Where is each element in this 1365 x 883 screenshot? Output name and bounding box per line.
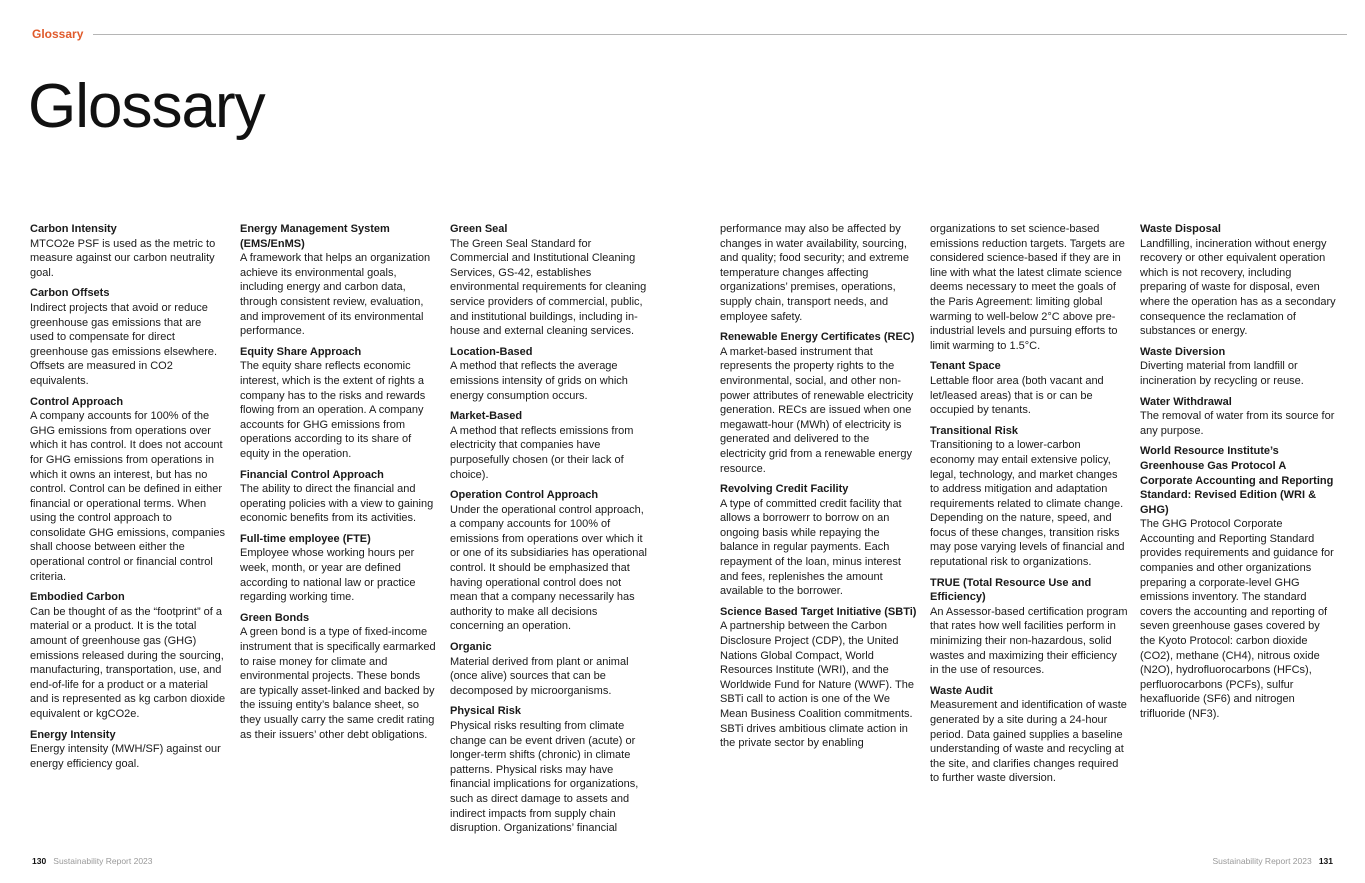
glossary-term: Green Bonds xyxy=(240,611,310,624)
section-label: Glossary xyxy=(32,27,84,41)
glossary-entry xyxy=(450,640,648,698)
glossary-definition: A type of committed credit facility that allows a borrowerr to borrow on an ongoing basis while repaying the balance in regular payments. Each repayment of the loan, minus interest and fees, replenishes the amount available to the borrower. xyxy=(720,497,902,598)
glossary-entry xyxy=(240,532,438,605)
glossary-term: Science Based Target Initiative (SBTi) xyxy=(720,605,917,618)
glossary-term: Energy Management System (EMS/EnMS) xyxy=(240,223,390,250)
glossary-term: Revolving Credit Facility xyxy=(720,483,849,496)
glossary-definition: MTCO2e PSF is used as the metric to measure against our carbon neutrality goal. xyxy=(30,237,216,279)
glossary-definition: An Assessor-based certification program that rates how well facilities perform in minimizing their non-hazardous, solid wastes and maximizing their efficiency in the use of resources. xyxy=(930,605,1128,677)
glossary-entry xyxy=(240,345,438,462)
glossary-definition: A market-based instrument that represents the property rights to the environmental, social, and other non-power attributes of renewable electricity generation. RECs are issued when one megawatt-hour (MWh) of electricity is generated and delivered to the electricity grid from a renewable energy resource. xyxy=(720,345,914,475)
glossary-definition: Diverting material from landfill or incineration by recycling or reuse. xyxy=(1140,360,1304,387)
glossary-term: Tenant Space xyxy=(930,360,1001,373)
glossary-entry xyxy=(720,330,918,476)
glossary-definition: Physical risks resulting from climate change can be event driven (acute) or longer-term shifts (chronic) in climate patterns. Physical risks may have financial implications for organizations, such as direct damage to assets and indirect impacts from supply chain disruption. Organizations’ financial xyxy=(450,720,639,835)
glossary-term: TRUE (Total Resource Use and Efficiency) xyxy=(930,576,1092,604)
report-title-right: Sustainability Report 2023 xyxy=(1212,856,1312,866)
glossary-term: Market-Based xyxy=(450,410,523,423)
glossary-term: Location-Based xyxy=(450,345,533,358)
footer-left xyxy=(32,856,153,866)
glossary-term: World Resource Institute’s Greenhouse Gas Protocol A Corporate Accounting and Reporting Standard: Revised Edition (WRI & GHG) xyxy=(1140,445,1334,516)
glossary-definition: A partnership between the Carbon Disclosure Project (CDP), the United Nations Global Compact, World Resources Institute (WRI), and the Worldwide Fund for Nature (WWF). The SBTi call to action is one of the We Mean Business Coalition commitments. SBTi drives ambitious climate action in the private sector by enabling xyxy=(720,620,914,750)
glossary-entry xyxy=(240,611,438,742)
glossary-entry xyxy=(30,590,228,721)
glossary-entry xyxy=(30,286,228,388)
glossary-term: Energy Intensity xyxy=(30,728,116,741)
glossary-definition: The removal of water from its source for any purpose. xyxy=(1140,410,1335,437)
glossary-term: Waste Audit xyxy=(930,684,993,697)
glossary-definition: A green bond is a type of fixed-income instrument that is specifically earmarked to raise money for climate and environmental projects. These bonds are typically asset-linked and backed by the issuing entity’s balance sheet, so they usually carry the same credit rating as their issuers’ other debt obligations. xyxy=(240,626,436,741)
glossary-term: Operation Control Approach xyxy=(450,489,599,502)
glossary-entry xyxy=(1140,395,1338,439)
glossary-term: Renewable Energy Certificates (REC) xyxy=(720,331,915,344)
report-title-left: Sustainability Report 2023 xyxy=(53,856,153,866)
glossary-definition: Indirect projects that avoid or reduce greenhouse gas emissions that are used to compensate for direct greenhouse gas emissions elsewhere. Offsets are measured in CO2 equivalents. xyxy=(30,301,218,387)
glossary-entry xyxy=(450,488,648,634)
glossary-term: Carbon Offsets xyxy=(30,287,110,300)
glossary-entry xyxy=(930,359,1128,417)
glossary-entry xyxy=(30,395,228,585)
glossary-entry xyxy=(1140,345,1338,389)
glossary-definition: A framework that helps an organization achieve its environmental goals, including energy and carbon data, through consistent review, evaluation, and improvement of its environmental performance. xyxy=(240,252,431,338)
glossary-entry xyxy=(450,409,648,482)
glossary-term: Organic xyxy=(450,641,492,654)
glossary-entry xyxy=(30,222,228,280)
glossary-definition: Material derived from plant or animal (once alive) sources that can be decomposed by microorganisms. xyxy=(450,655,629,697)
glossary-entry xyxy=(1140,222,1338,339)
glossary-definition: Measurement and identification of waste generated by a site during a 24-hour period. Data gained supplies a baseline understanding of waste and recycling at the site, and clarifies changes required to further waste diversion. xyxy=(930,699,1127,785)
glossary-definition: A method that reflects the average emissions intensity of grids on which energy consumption occurs. xyxy=(450,360,628,402)
glossary-column-6 xyxy=(1140,222,1338,728)
glossary-column-1 xyxy=(30,222,228,777)
glossary-entry xyxy=(1140,444,1338,721)
glossary-definition: Energy intensity (MWH/SF) against our energy efficiency goal. xyxy=(30,743,221,770)
glossary-definition: A company accounts for 100% of the GHG emissions from operations over which it has control. It does not account for GHG emissions from operations in which it owns an interest, but has no control. Control can be defined in either financial or operational terms. When using the control approach to consolidate GHG emissions, companies shall choose between either the operational control or financial control criteria. xyxy=(30,410,226,583)
page-number-right: 131 xyxy=(1318,856,1333,866)
glossary-entry xyxy=(30,728,228,772)
glossary-term: Embodied Carbon xyxy=(30,591,125,604)
page-number-left: 130 xyxy=(32,856,47,866)
glossary-entry xyxy=(450,222,648,339)
glossary-term: Full-time employee (FTE) xyxy=(240,532,371,545)
glossary-entry xyxy=(240,222,438,339)
glossary-definition: Lettable floor area (both vacant and let/leased areas) that is or can be occupied by tenants. xyxy=(930,374,1104,417)
glossary-entry xyxy=(930,684,1128,786)
section-header xyxy=(32,26,1347,42)
glossary-term: Waste Disposal xyxy=(1140,223,1221,235)
glossary-definition: Employee whose working hours per week, month, or year are defined according to national law or practice regarding working time. xyxy=(240,547,416,604)
glossary-term: Waste Diversion xyxy=(1140,345,1226,358)
header-rule xyxy=(93,34,1347,35)
glossary-term: Equity Share Approach xyxy=(240,345,362,358)
glossary-entry xyxy=(930,424,1128,570)
glossary-entry xyxy=(450,345,648,403)
glossary-entry xyxy=(720,222,918,324)
glossary-entry xyxy=(930,222,1128,353)
glossary-term: Financial Control Approach xyxy=(240,468,384,481)
glossary-definition: The Green Seal Standard for Commercial and Institutional Cleaning Services, GS-42, establishes environmental requirements for cleaning service providers of commercial, public, and institutional buildings, including in-house and external cleaning services. xyxy=(450,237,647,338)
glossary-definition: Under the operational control approach, a company accounts for 100% of emissions from operations over which it or one of its subsidiaries has operational control. It should be emphasized that having operational control does not mean that a company necessarily has authority to make all decisions concerning an operation. xyxy=(450,503,647,633)
glossary-entry xyxy=(240,468,438,526)
glossary-term: Carbon Intensity xyxy=(30,223,117,235)
glossary-entry xyxy=(720,605,918,751)
glossary-column-5 xyxy=(930,222,1128,792)
glossary-entry xyxy=(720,482,918,599)
glossary-term: Physical Risk xyxy=(450,705,521,718)
glossary-definition: The equity share reflects economic interest, which is the extent of rights a company has to the risks and rewards flowing from an operation. A company accounts for GHG emissions from operations according to its share of equity in the operation. xyxy=(240,360,426,460)
glossary-definition: Transitioning to a lower-carbon economy may entail extensive policy, legal, technology, and market changes to address mitigation and adaptation requirements related to climate change. Depending on the nature, speed, and focus of these changes, transition risks may pose varying levels of financial and reputational risk to organizations. xyxy=(930,439,1125,569)
glossary-column-4 xyxy=(720,222,918,757)
glossary-entry xyxy=(450,704,648,835)
glossary-entry xyxy=(930,576,1128,678)
glossary-definition: performance may also be affected by changes in water availability, sourcing, and quality; food security; and extreme temperature changes affecting organizations’ premises, operations, supply chain, transport needs, and employee safety. xyxy=(720,223,909,323)
page-title: Glossary xyxy=(28,72,265,141)
glossary-term: Transitional Risk xyxy=(930,424,1019,437)
glossary-definition: A method that reflects emissions from electricity that companies have purposefully chosen (or their lack of choice). xyxy=(450,424,634,481)
glossary-term: Control Approach xyxy=(30,395,124,408)
glossary-definition: Landfilling, incineration without energy recovery or other equivalent operation which is not recovery, including preparing of waste for disposal, even where the operation has as a secondary consequence the reclamation of substances or energy. xyxy=(1140,237,1336,338)
glossary-definition: Can be thought of as the “footprint” of a material or a product. It is the total amount of greenhouse gas (GHG) emissions released during the sourcing, manufacturing, transportation, use, and end-of-life for a product or a material and is represented as kg carbon dioxide equivalent or kgCO2e. xyxy=(30,605,226,720)
glossary-column-2 xyxy=(240,222,438,748)
glossary-term: Water Withdrawal xyxy=(1140,395,1232,408)
footer-right xyxy=(1212,856,1333,866)
glossary-definition: The GHG Protocol Corporate Accounting and Reporting Standard provides requirements and guidance for companies and other organizations preparing a corporate-level GHG emissions inventory. The standard covers the accounting and reporting of seven greenhouse gases covered by the Kyoto Protocol: carbon dioxide (CO2), methane (CH4), nitrous oxide (N2O), hydrofluorocarbons (HFCs), perfluorocarbons (PCFs), sulfur hexafluoride (SF6) and nitrogen trifluoride (NF3). xyxy=(1140,518,1334,720)
glossary-definition: The ability to direct the financial and operating policies with a view to gaining economic benefits from its activities. xyxy=(240,483,434,525)
glossary-term: Green Seal xyxy=(450,223,508,235)
glossary-column-3 xyxy=(450,222,648,842)
glossary-definition: organizations to set science-based emissions reduction targets. Targets are considered science-based if they are in line with what the latest climate science deems necessary to meet the goals of the Paris Agreement: limiting global warming to well-below 2°C above pre-industrial levels and pursuing efforts to limit warming to 1.5°C. xyxy=(930,223,1125,352)
